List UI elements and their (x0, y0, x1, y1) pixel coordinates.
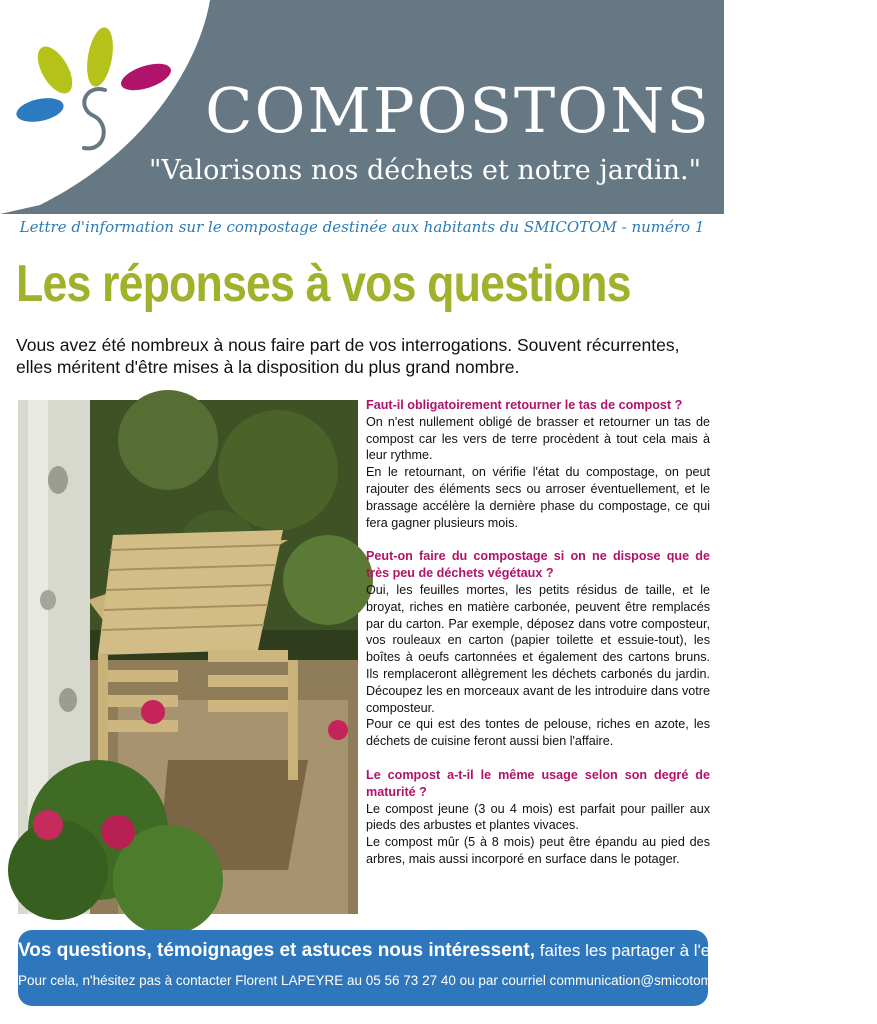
qa-block (366, 548, 710, 750)
contact-footer (18, 930, 877, 1006)
qa-answer: Le compost jeune (3 ou 4 mois) est parfait pour pailler aux pieds des arbustes et plantes vivaces. (366, 801, 710, 833)
qa-column (366, 397, 710, 885)
qa-question: Faut-il obligatoirement retourner le tas de compost ? (366, 398, 683, 412)
footer-line-1-rest: faites les partager à l'ensemble des usagers. (535, 941, 877, 960)
qa-block (366, 397, 710, 531)
footer-line-1 (18, 940, 877, 962)
footer-highlight: Vos questions, témoignages et astuces nous intéressent, (18, 940, 536, 961)
compost-bin-photo (18, 400, 358, 914)
brand-title: COMPOSTONS (205, 74, 711, 147)
page-title: Les réponses à vos questions (16, 255, 631, 313)
qa-answer: Le compost mûr (5 à 8 mois) peut être épandu au pied des arbres, mais aussi incorporé en surface dans le potager. (366, 835, 710, 866)
footer-contact-line: Pour cela, n'hésitez pas à contacter Florent LAPEYRE au 05 56 73 27 40 ou par courriel communication@smicotom.fr (18, 973, 724, 988)
qa-block (366, 767, 710, 868)
brand-slogan: "Valorisons nos déchets et notre jardin." (148, 155, 702, 186)
qa-question: Le compost a-t-il le même usage selon son degré de maturité ? (366, 767, 710, 799)
qa-answer: On n'est nullement obligé de brasser et retourner un tas de compost car les vers de terre procèdent à tout cela mais à leur rythme. (366, 414, 710, 463)
newsletter-subtitle: Lettre d'information sur le compostage destinée aux habitants du SMICOTOM - numéro 1 (19, 218, 705, 236)
qa-answer: Pour ce qui est des tontes de pelouse, riches en azote, les déchets de cuisine feront aussi bien l'affaire. (366, 717, 710, 749)
qa-answer: Oui, les feuilles mortes, les petits résidus de taille, et le broyat, riches en matière carbonée, peuvent être remplacés par du carton. Par exemple, déposez dans votre composteur, vos rouleaux en carton (papier toilette et essuie-tout), les boîtes à oeufs cartonnées et également des cartons bruns. Ils remplaceront allègrement les déchets carbonés du jardin. Découpez les en morceaux avant de les introduire dans votre composteur. (366, 582, 710, 715)
logo-icon (10, 12, 190, 172)
qa-question: Peut-on faire du compostage si on ne dispose que de très peu de déchets végétaux ? (366, 549, 710, 581)
intro-paragraph: Vous avez été nombreux à nous faire part de vos interrogations. Souvent récurrentes, elles méritent d'être mises à la disposition du plus grand nombre. (16, 335, 680, 377)
qa-answer: En le retournant, on vérifie l'état du compostage, on peut rajouter des éléments secs ou arroser éventuellement, et le brassage accélère la dernière phase du compostage, ce qui fera gagner plusieurs mois. (366, 465, 710, 530)
